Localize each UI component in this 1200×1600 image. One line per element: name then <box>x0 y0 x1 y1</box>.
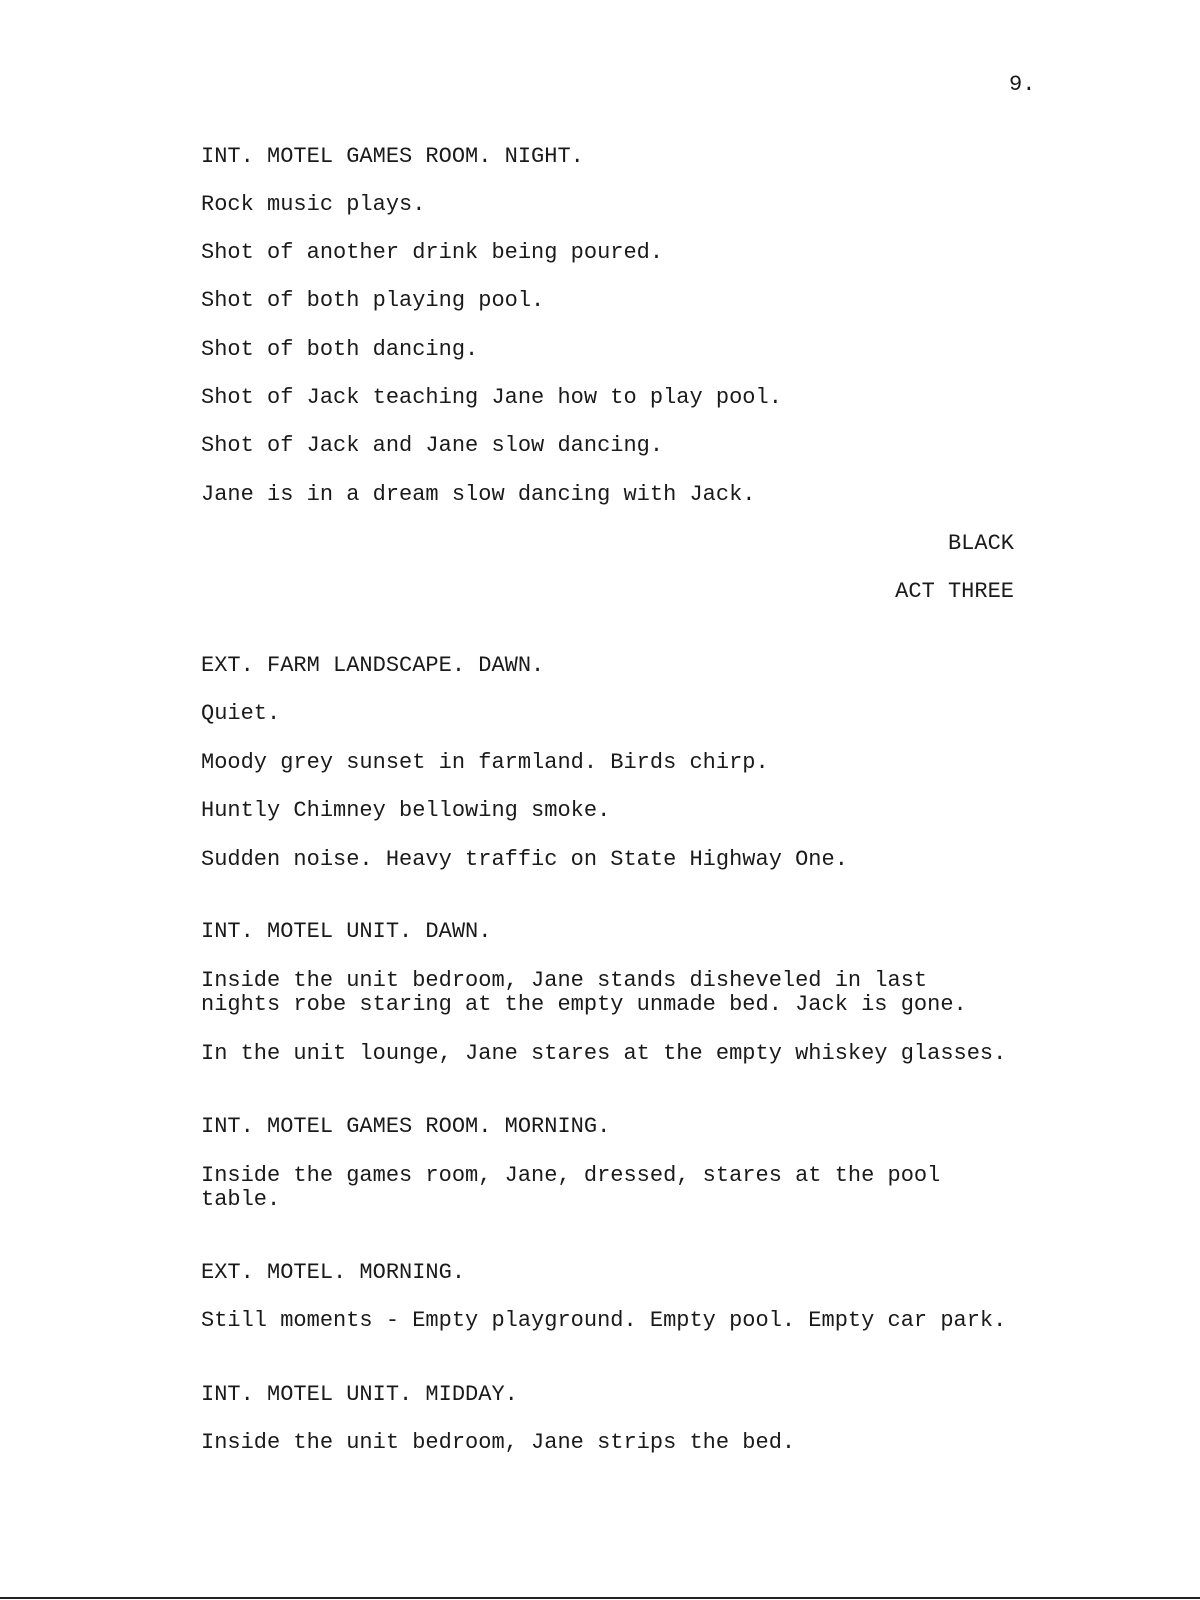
action-line: Inside the unit bedroom, Jane strips the bed. <box>201 1430 796 1455</box>
scene-heading: INT. MOTEL GAMES ROOM. NIGHT. <box>201 144 584 169</box>
scene-heading: INT. MOTEL UNIT. DAWN. <box>201 919 492 944</box>
scene-heading: INT. MOTEL GAMES ROOM. MORNING. <box>201 1114 611 1139</box>
act-heading: ACT THREE <box>895 579 1014 604</box>
scene-heading: EXT. MOTEL. MORNING. <box>201 1260 466 1285</box>
action-line: Inside the games room, Jane, dressed, stares at the pool <box>201 1163 941 1188</box>
action-line: In the unit lounge, Jane stares at the empty whiskey glasses. <box>201 1041 1007 1066</box>
action-line: nights robe staring at the empty unmade bed. Jack is gone. <box>201 992 967 1017</box>
action-line: Shot of Jack teaching Jane how to play pool. <box>201 385 782 410</box>
action-line: Quiet. <box>201 701 281 726</box>
action-line: Rock music plays. <box>201 192 426 217</box>
action-line: table. <box>201 1187 281 1212</box>
action-line: Still moments - Empty playground. Empty pool. Empty car park. <box>201 1308 1007 1333</box>
action-line: Shot of Jack and Jane slow dancing. <box>201 433 664 458</box>
action-line: Sudden noise. Heavy traffic on State Highway One. <box>201 847 848 872</box>
action-line: Huntly Chimney bellowing smoke. <box>201 798 611 823</box>
page-number: 9. <box>1009 72 1036 97</box>
action-line: Jane is in a dream slow dancing with Jack. <box>201 482 756 507</box>
action-line: Inside the unit bedroom, Jane stands disheveled in last <box>201 968 928 993</box>
page-bottom-border <box>0 1597 1200 1599</box>
action-line: Moody grey sunset in farmland. Birds chirp. <box>201 750 769 775</box>
action-line: Shot of both playing pool. <box>201 288 545 313</box>
scene-heading: INT. MOTEL UNIT. MIDDAY. <box>201 1382 518 1407</box>
scene-heading: EXT. FARM LANDSCAPE. DAWN. <box>201 653 545 678</box>
transition: BLACK <box>947 531 1014 556</box>
action-line: Shot of another drink being poured. <box>201 240 664 265</box>
action-line: Shot of both dancing. <box>201 337 479 362</box>
